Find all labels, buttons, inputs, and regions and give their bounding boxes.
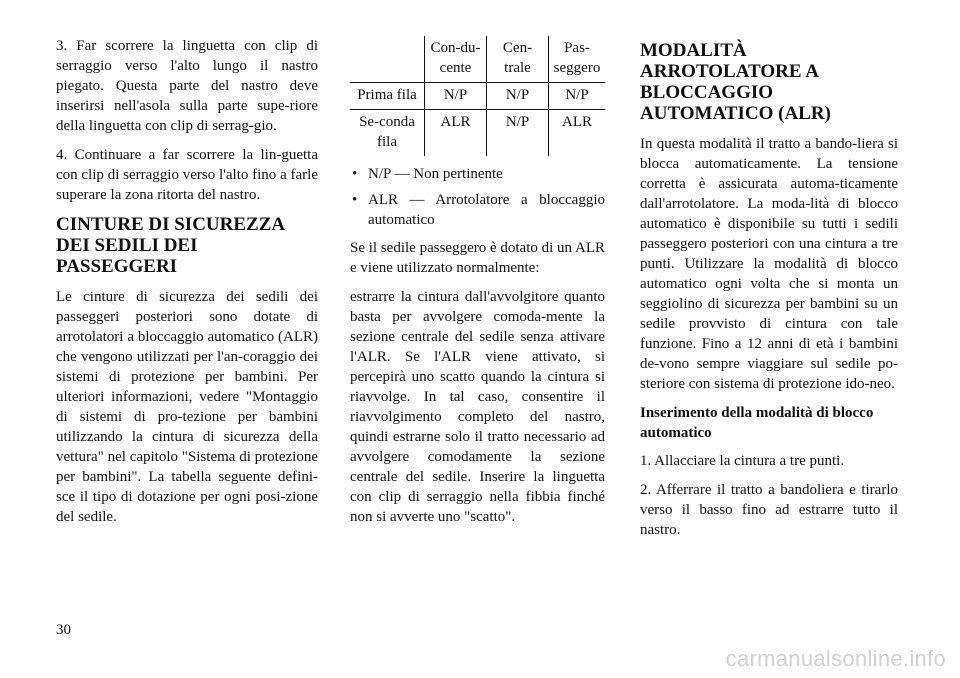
table-row [350, 83, 605, 110]
column-right [640, 36, 898, 549]
alr-intro-text: Se il sedile passeggero è dotato di un ALR e viene utilizzato normalmente: [350, 240, 605, 276]
section-body-passenger-seatbelts: Le cinture di sicurezza dei sedili dei passeggeri posteriori sono dotate di arrotolatori a bloccaggio automatico (ALR) che vengono utilizzati per l'an-coraggio dei sistemi di protezione per bambini. Per ulteriori informazioni, vedere "Montaggio di sistemi di pro-tezione per bambini utilizzando la cintura di sicurezza della vettura" nel capitolo "Sistema di protezione per bambini". La tabella seguente defini-sce il tipo di dotazione per ogni posi-zione del sedile. [56, 289, 318, 525]
table-cell: N/P [487, 110, 549, 157]
section-heading-passenger-seatbelts: CINTURE DI SICUREZZA DEI SEDILI DEI PASSEGGERI [56, 214, 285, 277]
column-middle [350, 36, 605, 536]
table-header-cell [350, 36, 425, 83]
table-header-row [350, 36, 605, 83]
bullet-icon: • [352, 166, 358, 182]
table-cell: Se-conda fila [359, 114, 415, 150]
table-cell: N/P [549, 83, 606, 110]
column-left [56, 36, 318, 536]
lock-step-2-text: 2. Afferrare il tratto a bandoliera e tirarlo verso il basso fino ad estrarre tutto il nastro. [640, 482, 898, 538]
table-header-cell: Pas-seggero [549, 36, 606, 83]
section-body-alr-mode: In questa modalità il tratto a bando-liera si blocca automaticamente. La tensione corretta è assicurata automa-ticamente dall'arrotolatore. La moda-lità di blocco automatico è disponibile su tutti i sedili passeggero posteriori con una cintura a tre punti. Utilizzare la modalità di blocco automatico ogni volta che si monta un seggiolino di sicurezza per bambini su un sedile provvisto di cintura con tale funzione. Fino a 12 anni di età i bambini de-vono sempre viaggiare sul sedile po-steriore con sistema di protezione ido-neo. [640, 136, 898, 392]
seat-position-table [350, 36, 605, 156]
table-cell: N/P [425, 83, 487, 110]
table-cell: ALR [425, 110, 487, 157]
subheading-lock-mode: Inserimento della modalità di blocco automatico [640, 405, 874, 441]
section-heading-alr-mode: MODALITÀ ARROTOLATORE A BLOCCAGGIO AUTOMATICO (ALR) [640, 40, 831, 124]
list-item [350, 164, 605, 184]
legend-np-text: N/P — Non pertinente [368, 166, 503, 182]
step-4-text: 4. Continuare a far scorrere la lin-guetta con clip di serraggio verso l'alto fino a farle superare la zona ritorta del nastro. [56, 147, 318, 203]
page-number: 30 [56, 622, 71, 638]
table-header-cell: Con-du-cente [425, 36, 487, 83]
lock-step-1-text: 1. Allacciare la cintura a tre punti. [640, 453, 845, 469]
table-row [350, 110, 605, 157]
legend-alr-text: ALR — Arrotolatore a bloccaggio automatico [368, 192, 605, 228]
alr-instructions-text: estrarre la cintura dall'avvolgitore quanto basta per avvolgere comoda-mente la sezione centrale del sedile senza attivare l'ALR. Se l'ALR viene attivato, si percepirà uno scatto quando la cintura si riavvolge. In tal caso, consentire il riavvolgimento completo del nastro, quindi estrarne solo il tratto necessario ad avvolgere comodamente la sezione centrale del sedile. Inserire la linguetta con clip di serraggio nella fibbia finché non si avverte uno "scatto". [350, 289, 605, 525]
table-header-cell: Cen-trale [487, 36, 549, 83]
table-cell: Prima fila [350, 83, 425, 110]
watermark-text: carmanualsonline.info [725, 646, 946, 671]
legend-list [350, 164, 605, 230]
list-item [350, 190, 605, 230]
bullet-icon: • [352, 192, 358, 208]
table-cell: ALR [549, 110, 606, 157]
step-3-text: 3. Far scorrere la linguetta con clip di serraggio verso l'alto lungo il nastro piegato. Questa parte del nastro deve inserirsi nell'asola sulla parte supe-riore della linguetta con clip di serrag-gio. [56, 38, 318, 134]
table-cell: N/P [487, 83, 549, 110]
